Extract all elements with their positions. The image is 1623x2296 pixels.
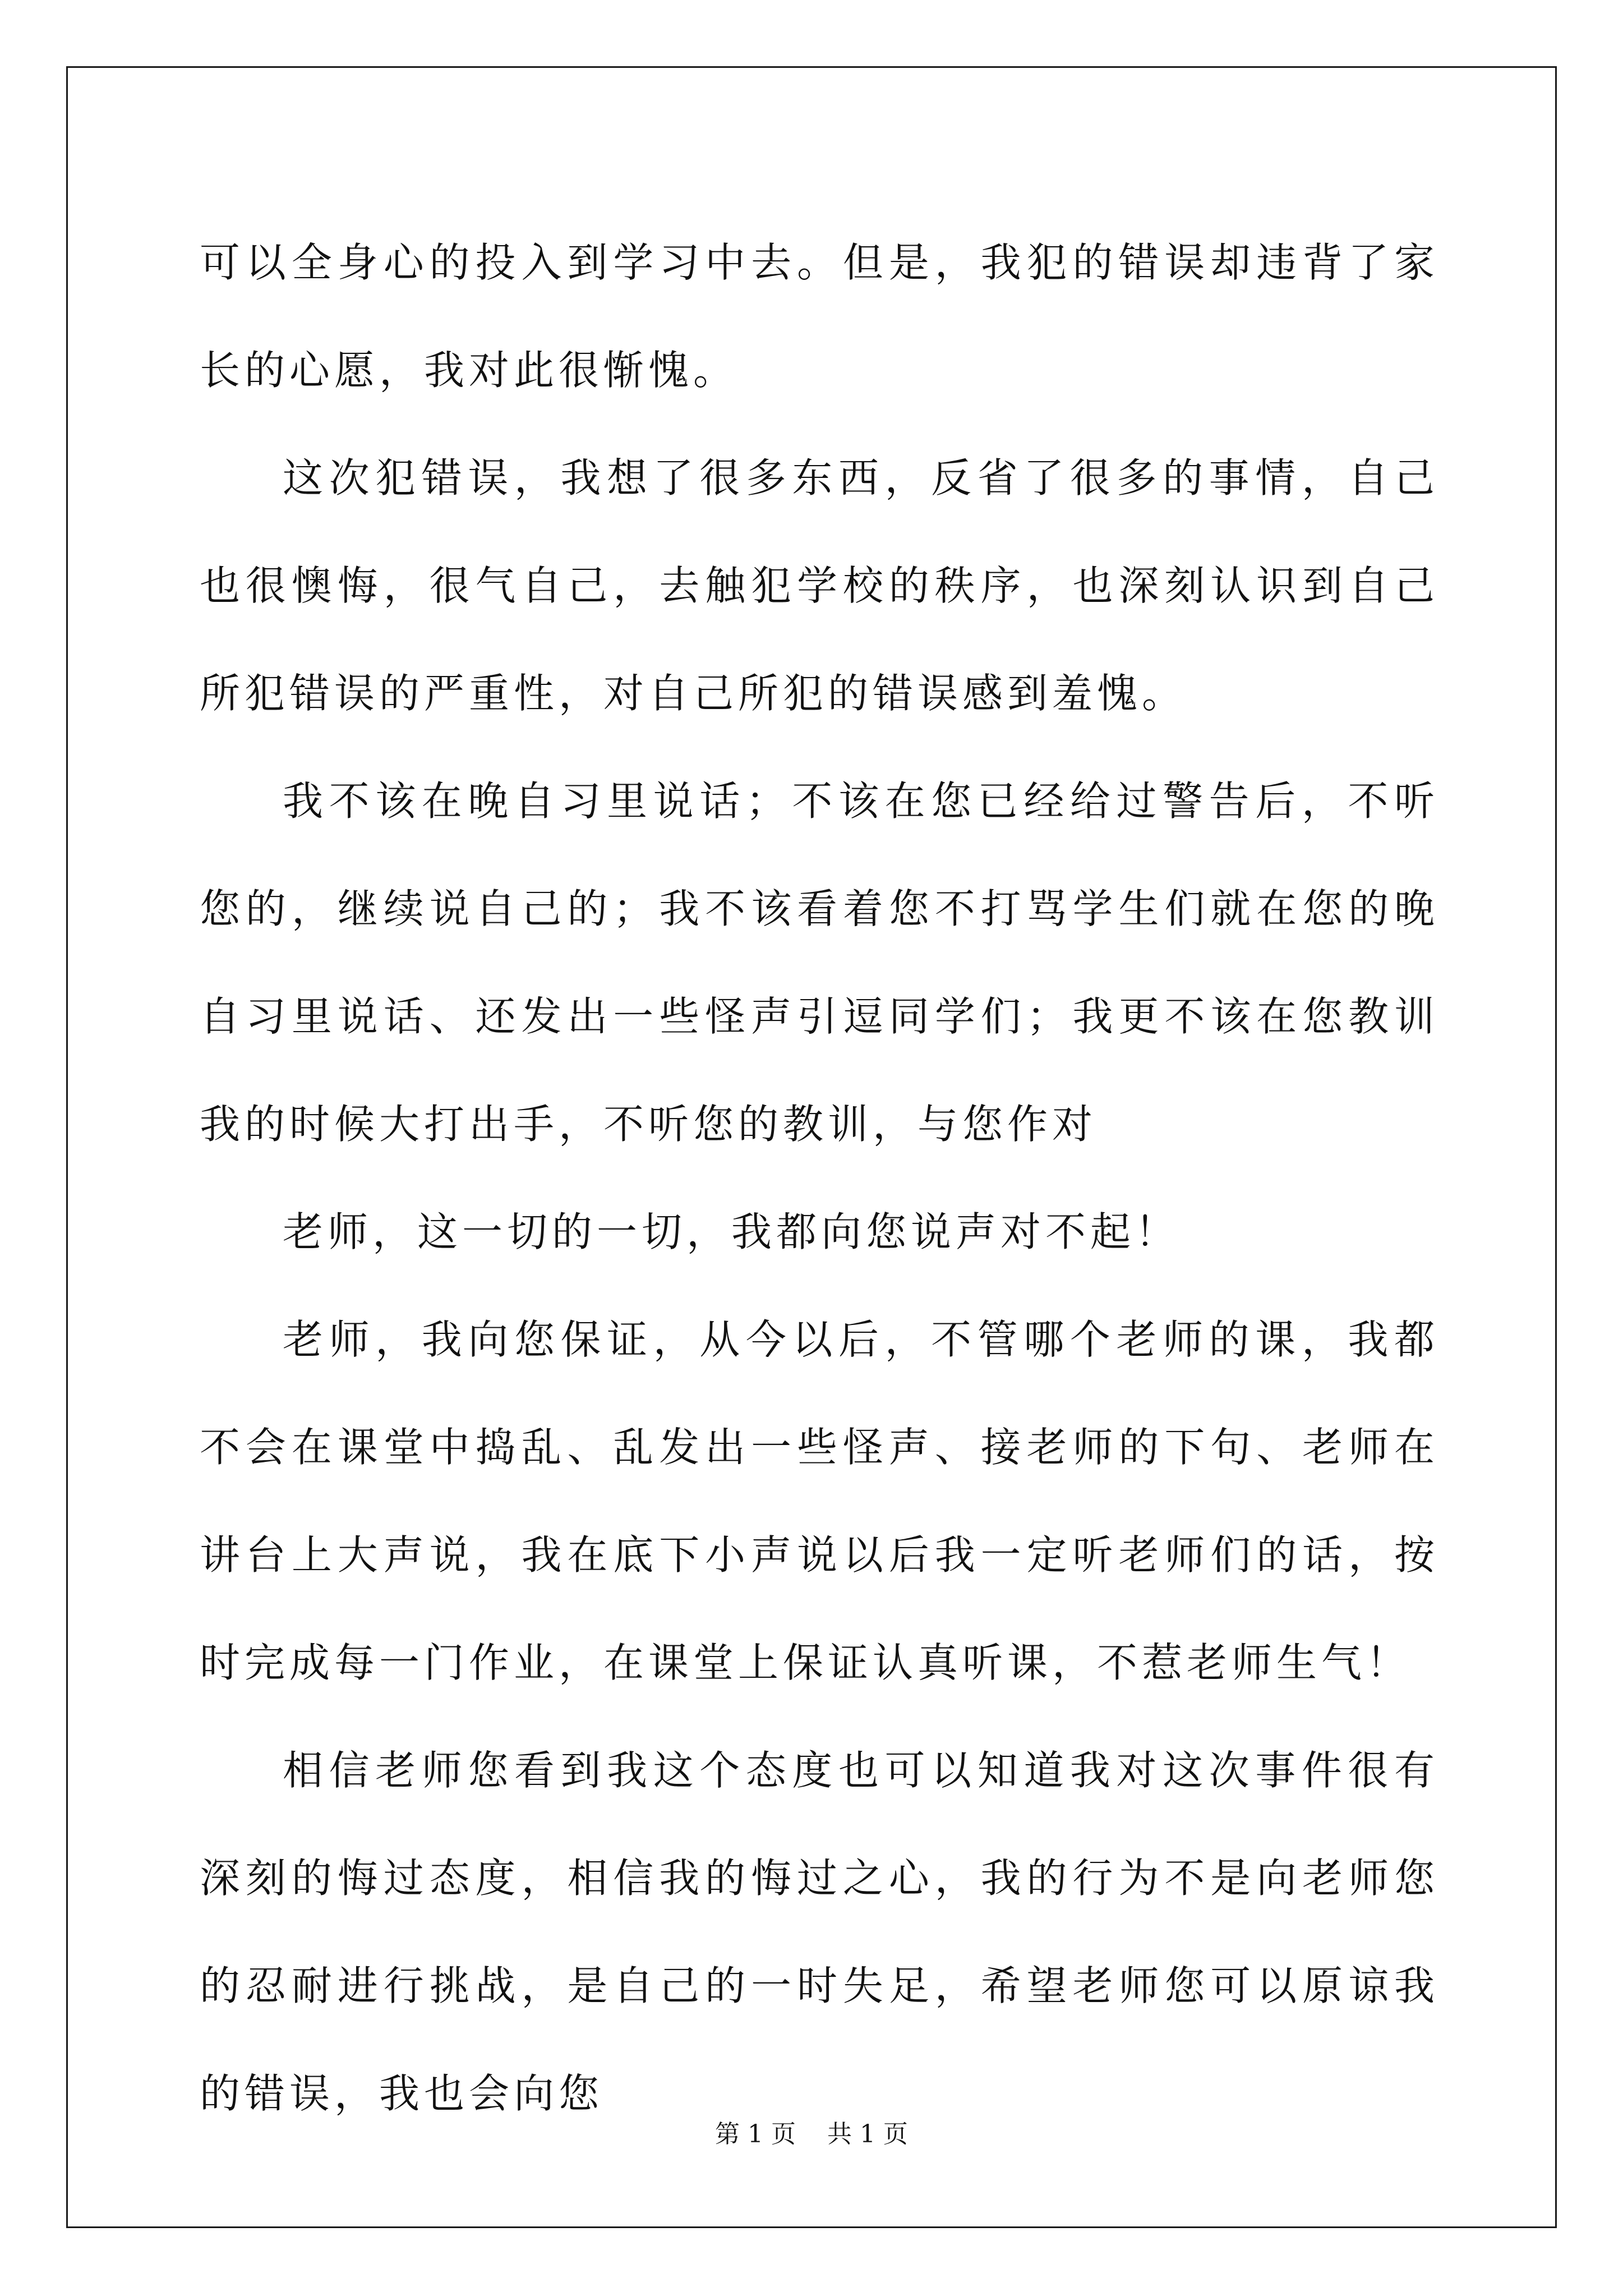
document-body xyxy=(200,209,1439,2147)
paragraph-2: 这次犯错误，我想了很多东西，反省了很多的事情，自己也很懊悔，很气自己，去触犯学校的秩序，也深刻认识到自己所犯错误的严重性，对自己所犯的错误感到羞愧。 xyxy=(200,454,1439,717)
paragraph-4: 老师，这一切的一切，我都向您说声对不起！ xyxy=(283,1208,1181,1255)
paragraph-1: 可以全身心的投入到学习中去。但是，我犯的错误却违背了家长的心愿，我对此很惭愧。 xyxy=(200,239,1439,394)
paragraph-5: 老师，我向您保证，从今以后，不管哪个老师的课，我都不会在课堂中捣乱、乱发出一些怪声、接老师的下句、老师在讲台上大声说，我在底下小声说以后我一定听老师们的话，按时完成每一门作业，在课堂上保证认真听课，不惹老师生气！ xyxy=(200,1316,1439,1686)
paragraph-3: 我不该在晚自习里说话；不该在您已经给过警告后，不听您的，继续说自己的；我不该看着您不打骂学生们就在您的晚自习里说话、还发出一些怪声引逗同学们；我更不该在您教训我的时候大打出手，不听您的教训，与您作对 xyxy=(200,777,1439,1148)
page-footer: 第 1 页 共 1 页 xyxy=(715,2120,908,2148)
paragraph-6: 相信老师您看到我这个态度也可以知道我对这次事件很有深刻的悔过态度，相信我的悔过之心，我的行为不是向老师您的忍耐进行挑战，是自己的一时失足，希望老师您可以原谅我的错误，我也会向您 xyxy=(200,1747,1439,2117)
